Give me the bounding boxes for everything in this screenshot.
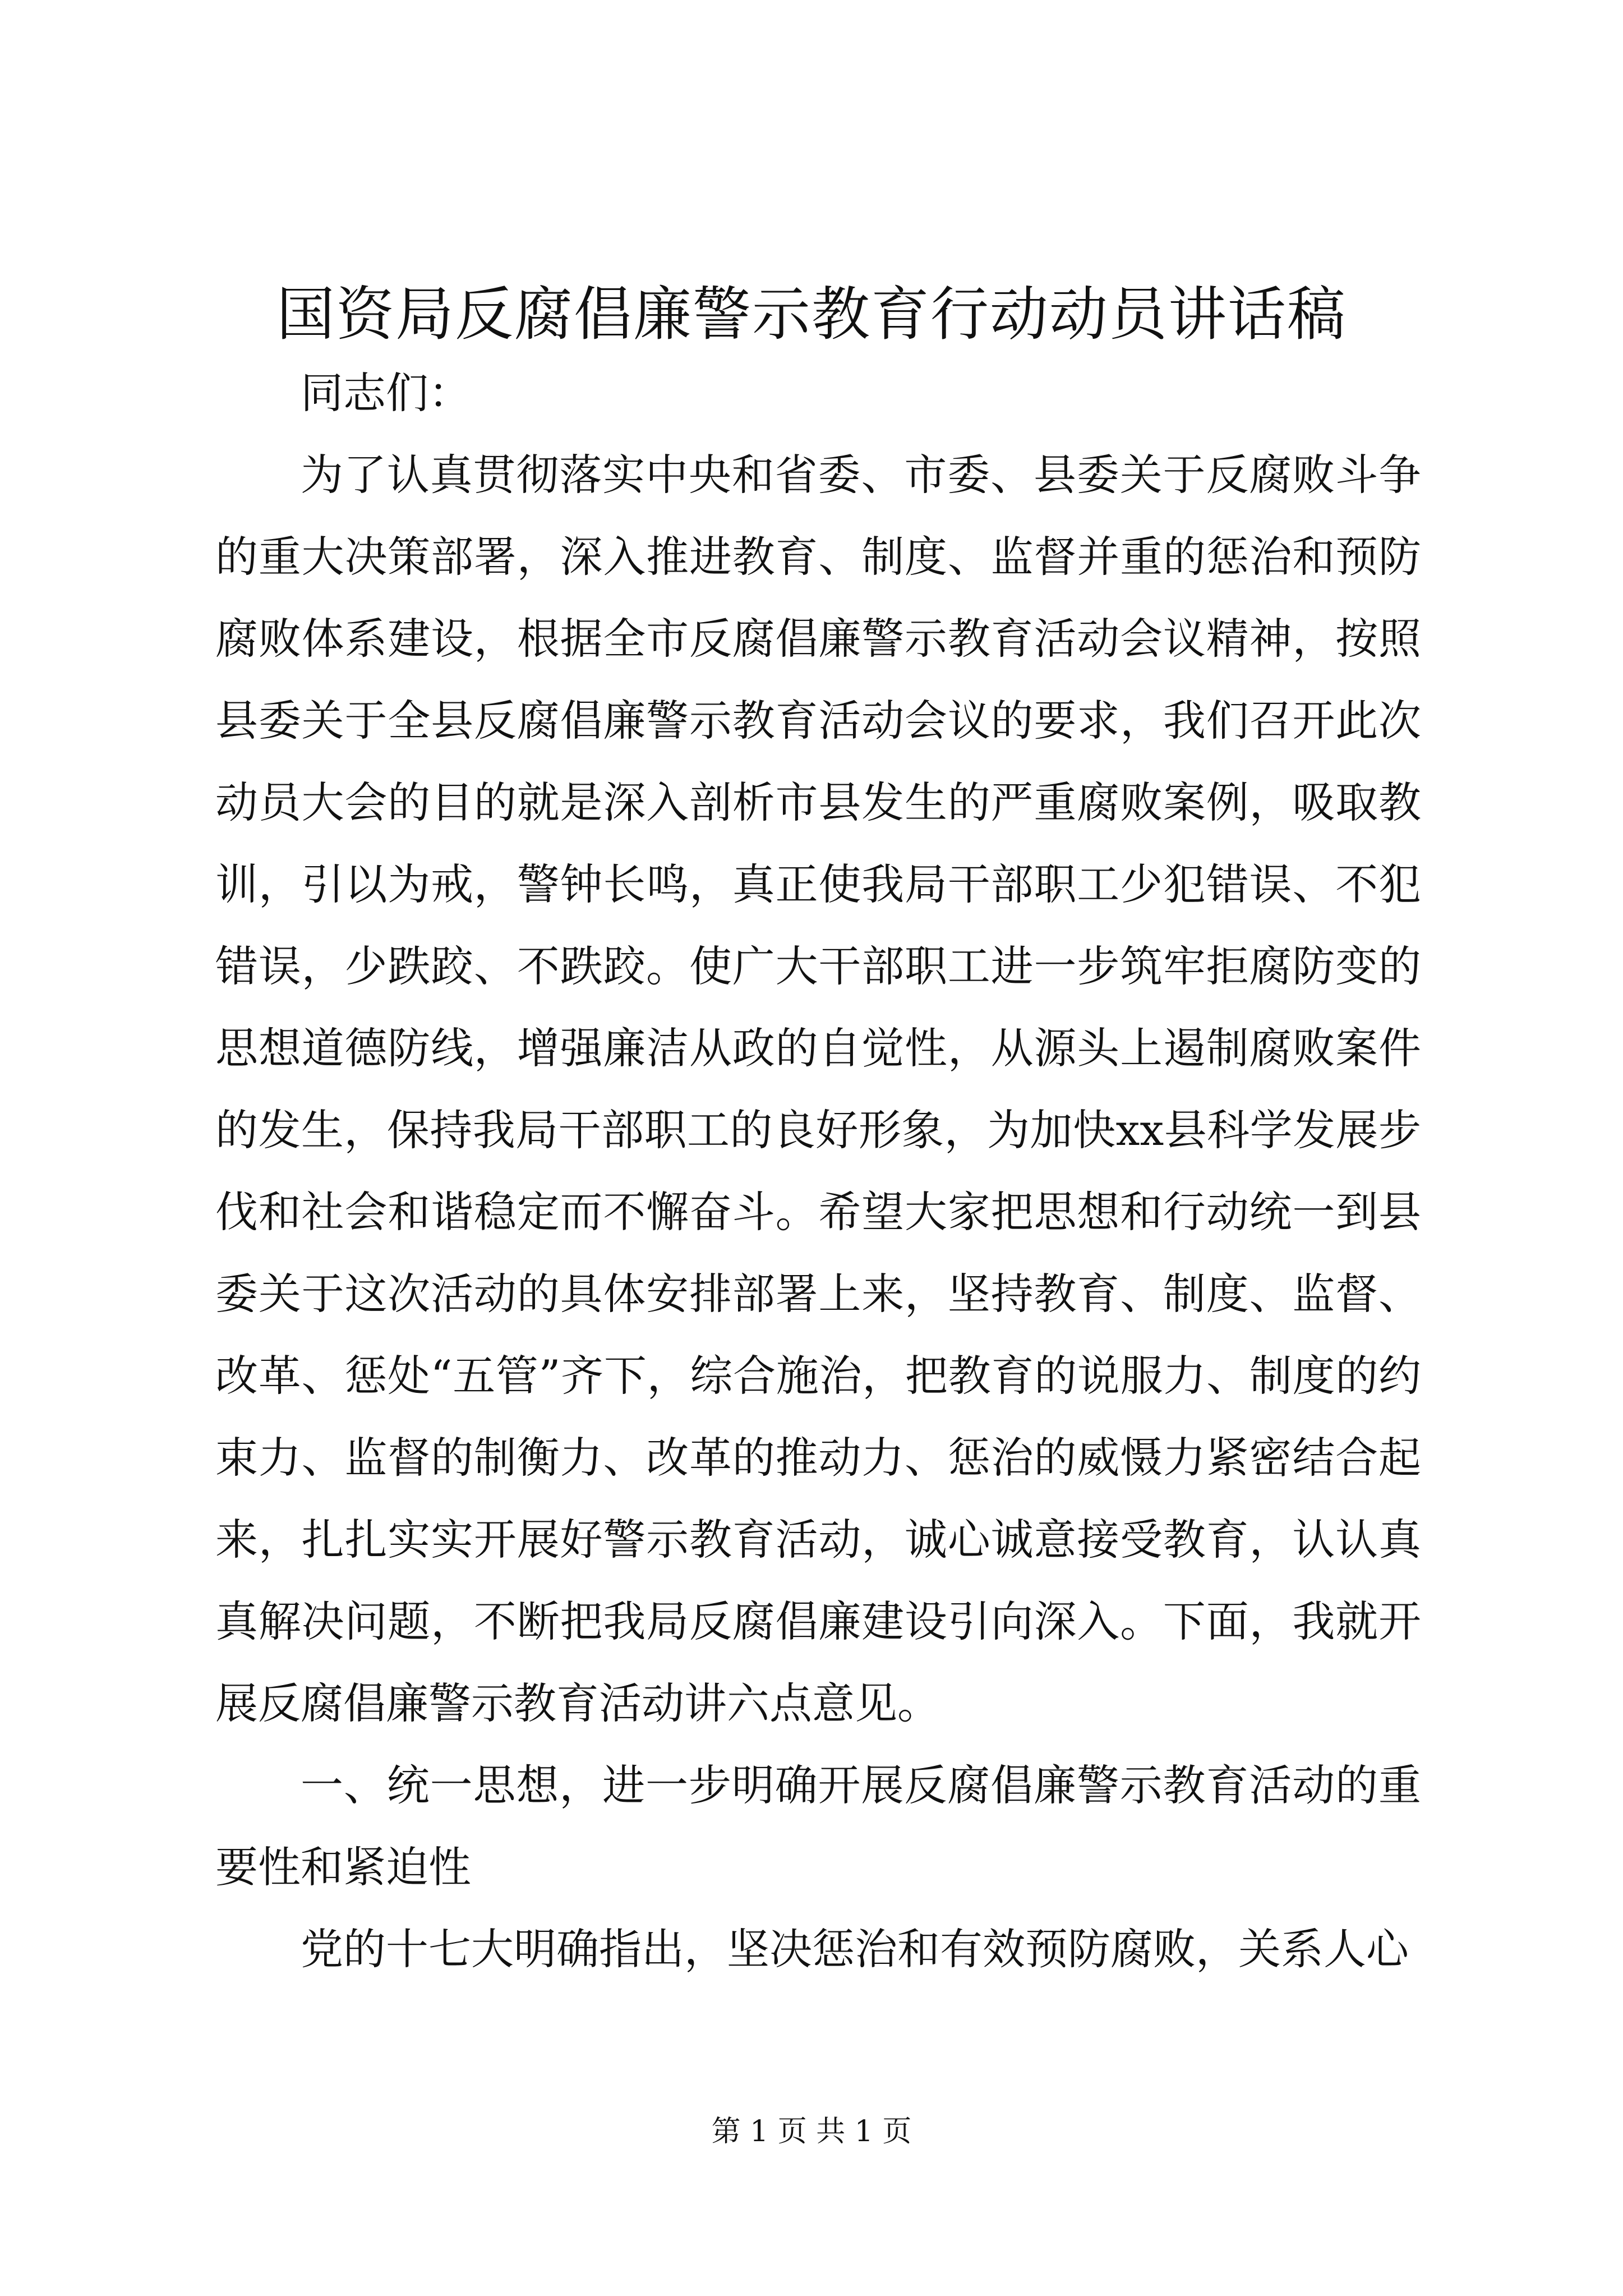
intro-paragraph: 为了认真贯彻落实中央和省委、市委、县委关于反腐败斗争的重大决策部署，深入推进教育、制度、监督并重的惩治和预防腐败体系建设，根据全市反腐倡廉警示教育活动会议精神，按照县委关于全县反腐倡廉警示教育活动会议的要求，我们召开此次动员大会的目的就是深入剖析市县发生的严重腐败案例，吸取教训，引以为戒，警钟长鸣，真正使我局干部职工少犯错误、不犯错误，少跌跤、不跌跤。使广大干部职工进一步筑牢拒腐防变的思想道德防线，增强廉洁从政的自觉性，从源头上遏制腐败案件的发生，保持我局干部职工的良好形象，为加快xx县科学发展步伐和社会和谐稳定而不懈奋斗。希望大家把思想和行动统一到县委关于这次活动的具体安排部署上来，坚持教育、制度、监督、改革、惩处“五管”齐下，综合施治，把教育的说服力、制度的约束力、监督的制衡力、改革的推动力、惩治的威慑力紧密结合起来，扎扎实实开展好警示教育活动，诚心诚意接受教育，认认真真解决问题，不断把我局反腐倡廉建设引向深入。下面，我就开展反腐倡廉警示教育活动讲六点意见。 [215, 450, 1421, 1728]
page-footer: 第 1 页 共 1 页 [711, 2115, 912, 2148]
document-title: 国资局反腐倡廉警示教育行动动员讲话稿 [276, 280, 1347, 348]
section-heading: 一、统一思想，进一步明确开展反腐倡廉警示教育活动的重要性和紧迫性 [215, 1760, 1421, 1892]
document-body [215, 352, 1421, 1990]
salutation: 同志们： [301, 368, 471, 418]
body-paragraph: 党的十七大明确指出，坚决惩治和有效预防腐败，关系人心 [301, 1924, 1409, 1974]
